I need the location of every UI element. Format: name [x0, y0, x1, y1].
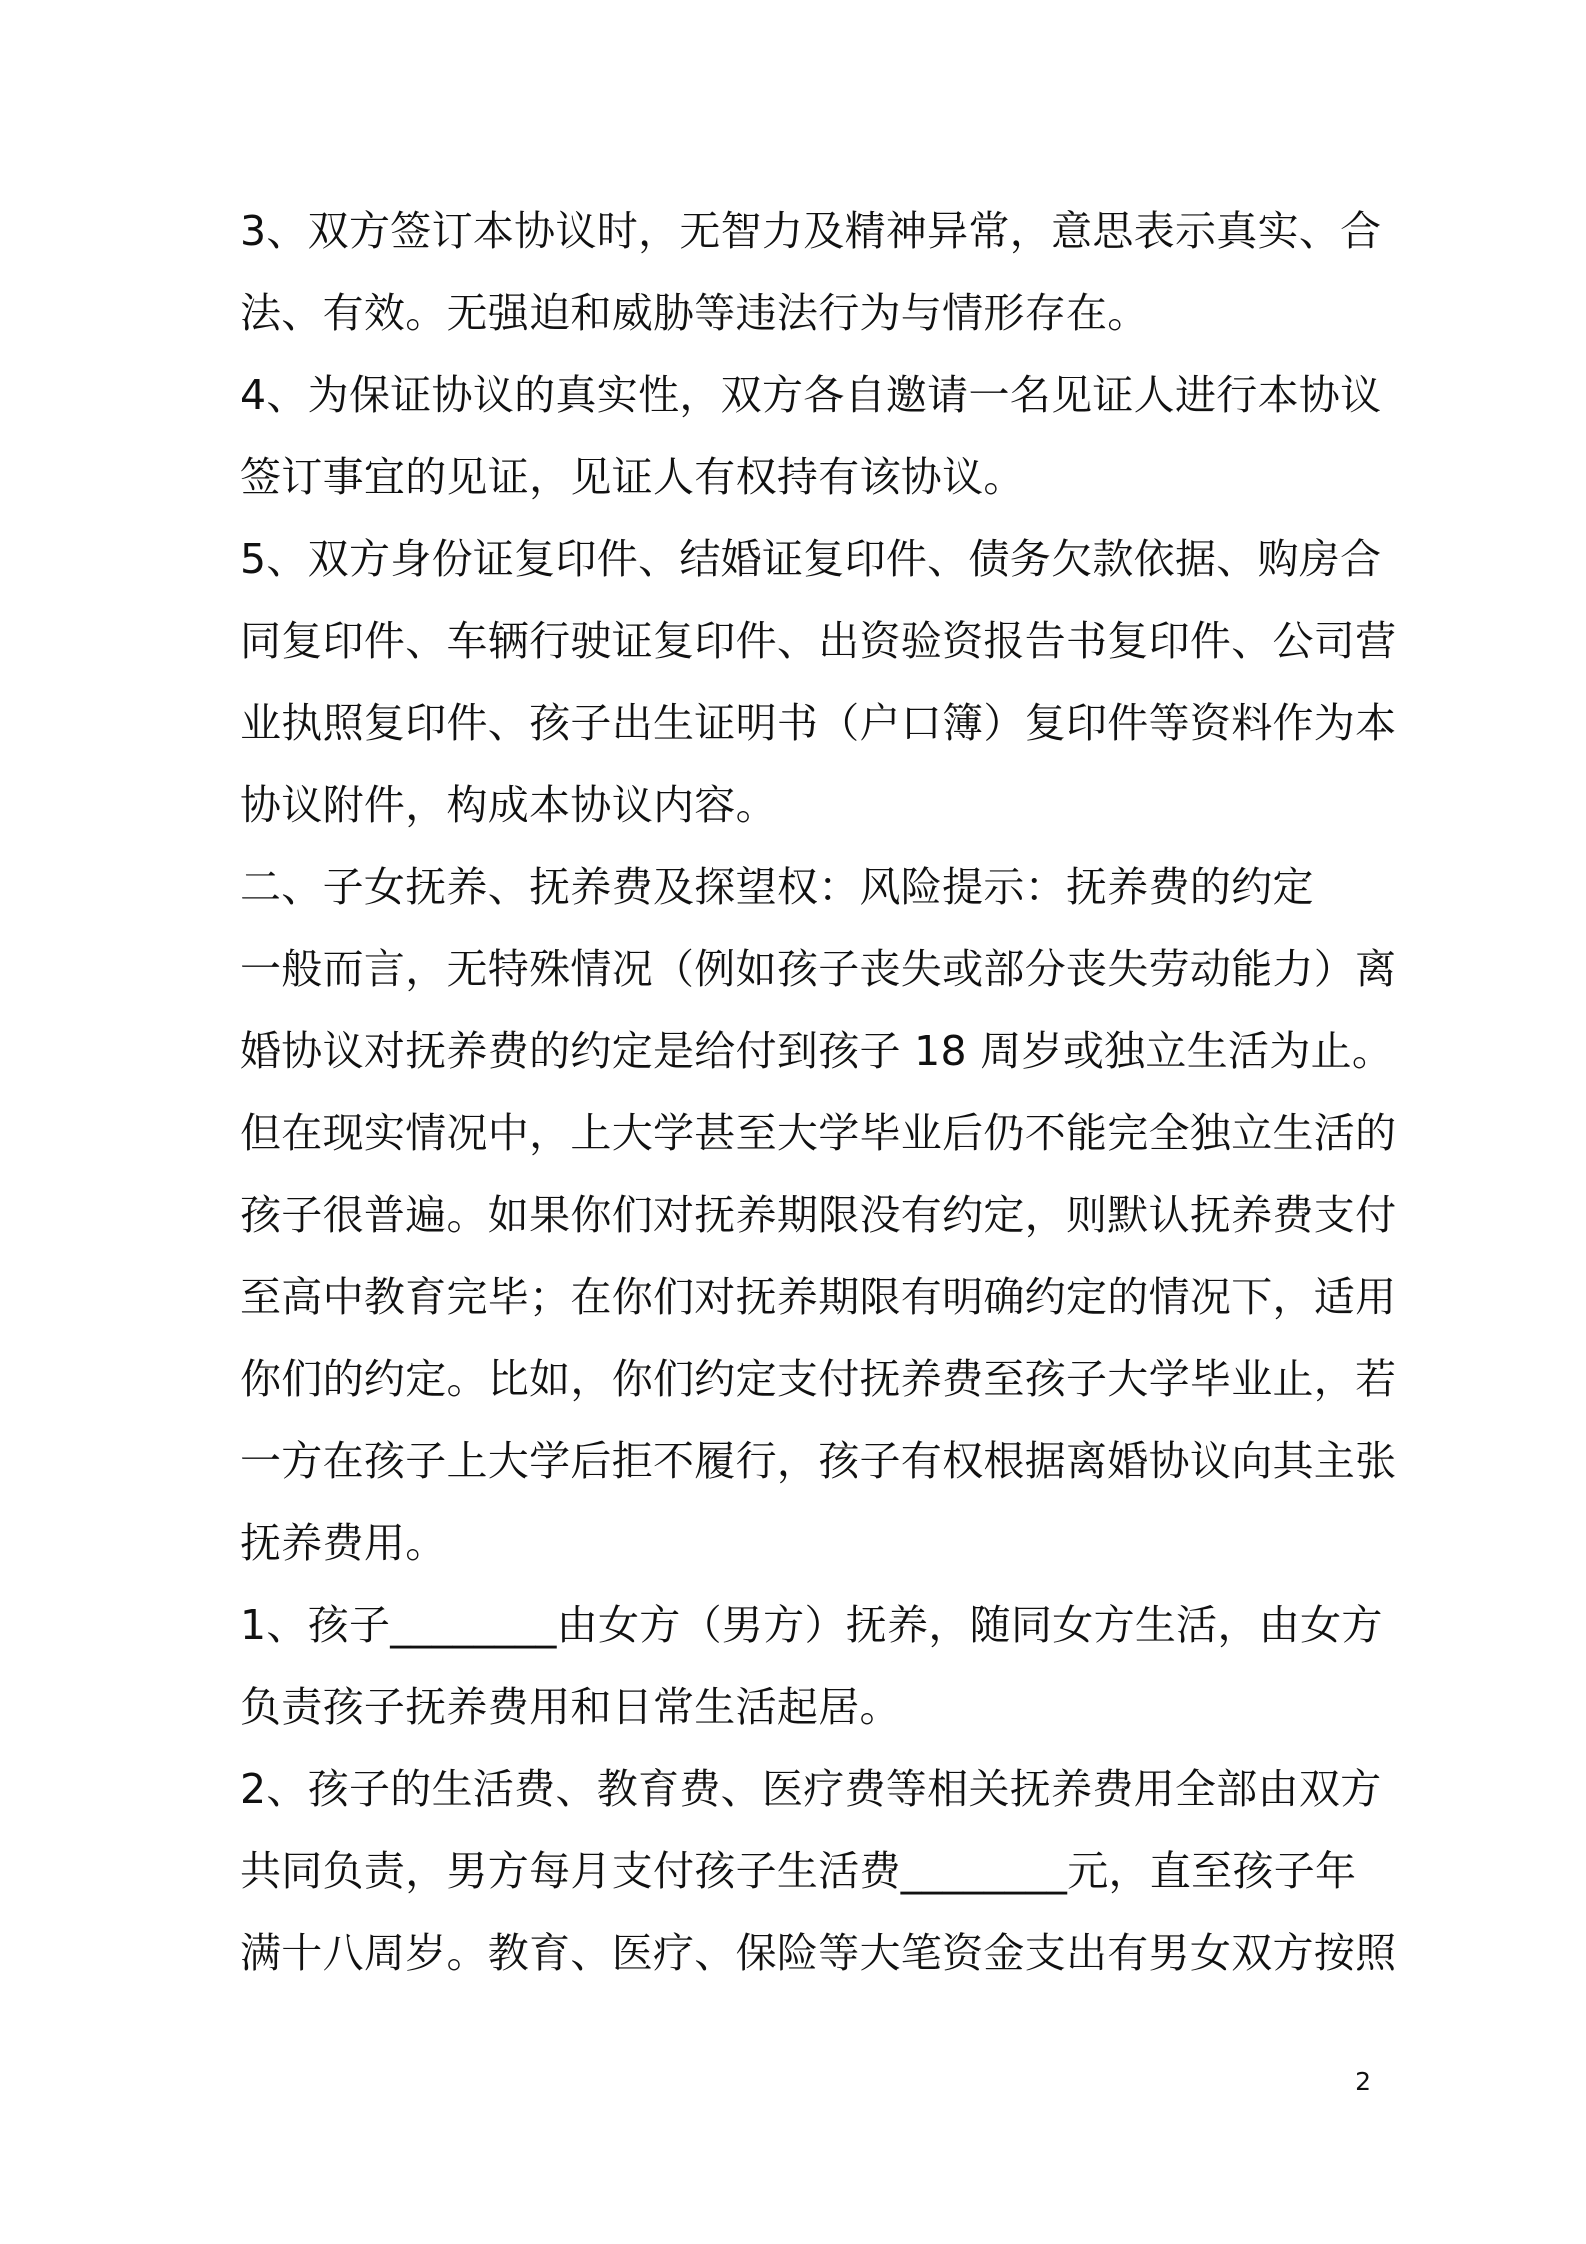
text-line: 共同负责，男方每月支付孩子生活费________元，直至孩子年	[240, 1847, 1357, 1895]
page-number: 2	[1355, 2067, 1371, 2096]
text-line: 一般而言，无特殊情况（例如孩子丧失或部分丧失劳动能力）离	[240, 945, 1397, 993]
section-heading: 二、子女抚养、抚养费及探望权：风险提示：抚养费的约定	[240, 863, 1314, 911]
text-line: 协议附件，构成本协议内容。	[240, 781, 777, 829]
text-line: 抚养费用。	[240, 1519, 447, 1567]
text-line: 1、孩子________由女方（男方）抚养，随同女方生活，由女方	[240, 1601, 1383, 1649]
text-line: 负责孩子抚养费用和日常生活起居。	[240, 1683, 901, 1731]
text-line: 满十八周岁。教育、医疗、保险等大笔资金支出有男女双方按照	[240, 1929, 1397, 1977]
text-line: 业执照复印件、孩子出生证明书（户口簿）复印件等资料作为本	[240, 699, 1397, 747]
text-line: 2、孩子的生活费、教育费、医疗费等相关抚养费用全部由双方	[240, 1765, 1382, 1813]
text-line: 签订事宜的见证，见证人有权持有该协议。	[240, 453, 1025, 501]
text-line: 4、为保证协议的真实性，双方各自邀请一名见证人进行本协议	[240, 371, 1382, 419]
text-line: 但在现实情况中，上大学甚至大学毕业后仍不能完全独立生活的	[240, 1109, 1397, 1157]
text-line: 法、有效。无强迫和威胁等违法行为与情形存在。	[240, 289, 1149, 337]
text-line: 3、双方签订本协议时，无智力及精神异常，意思表示真实、合	[240, 207, 1382, 255]
text-line: 你们的约定。比如，你们约定支付抚养费至孩子大学毕业止，若	[240, 1355, 1397, 1403]
text-line: 至高中教育完毕；在你们对抚养期限有明确约定的情况下，适用	[240, 1273, 1397, 1321]
text-line: 同复印件、车辆行驶证复印件、出资验资报告书复印件、公司营	[240, 617, 1397, 665]
text-line: 5、双方身份证复印件、结婚证复印件、债务欠款依据、购房合	[240, 535, 1382, 583]
text-line: 婚协议对抚养费的约定是给付到孩子 18 周岁或独立生活为止。	[240, 1027, 1394, 1075]
text-line: 孩子很普遍。如果你们对抚养期限没有约定，则默认抚养费支付	[240, 1191, 1397, 1239]
text-line: 一方在孩子上大学后拒不履行，孩子有权根据离婚协议向其主张	[240, 1437, 1397, 1485]
